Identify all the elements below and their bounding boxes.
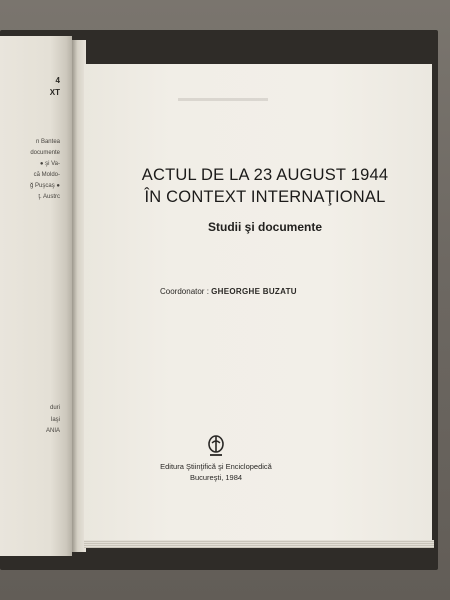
left-page: [0, 36, 72, 556]
title-page: [84, 64, 432, 544]
book-subtitle: Studii şi documente: [207, 220, 322, 234]
coordinator-label: Coordonator :: [160, 287, 209, 296]
left-page-fragment: duri: [49, 405, 60, 411]
coordinator-credit: [160, 287, 297, 296]
left-page-fragment: documente: [30, 150, 60, 156]
book-title-line-2: ÎN CONTEXT INTERNAŢIONAL: [144, 188, 386, 206]
left-page-fragment: XT: [49, 88, 60, 97]
publisher-name: Editura Ştiinţifică şi Enciclopedică: [160, 462, 272, 471]
left-page-fragment: n Bantea: [35, 139, 60, 145]
place-and-year: Bucureşti, 1984: [189, 473, 243, 482]
left-page-fragment: Iaşi: [50, 417, 60, 423]
coordinator-name: GHEORGHE BUZATU: [211, 287, 297, 296]
left-page-fragment: 4: [55, 76, 60, 85]
book-title-line-1: ACTUL DE LA 23 AUGUST 1944: [141, 166, 389, 184]
left-page-fragment: ğ Puşcaş ●: [30, 183, 60, 189]
left-page-fragment: că Moldo-: [33, 172, 60, 178]
page-edge: [84, 540, 434, 548]
publisher-logo-icon: [205, 432, 227, 458]
left-page-fragment: ţ. Austrc: [38, 194, 60, 200]
left-page-fragment: ANIA: [45, 428, 60, 434]
left-page-fragment: ● şi Va-: [39, 161, 60, 167]
show-through-text: [178, 98, 268, 101]
